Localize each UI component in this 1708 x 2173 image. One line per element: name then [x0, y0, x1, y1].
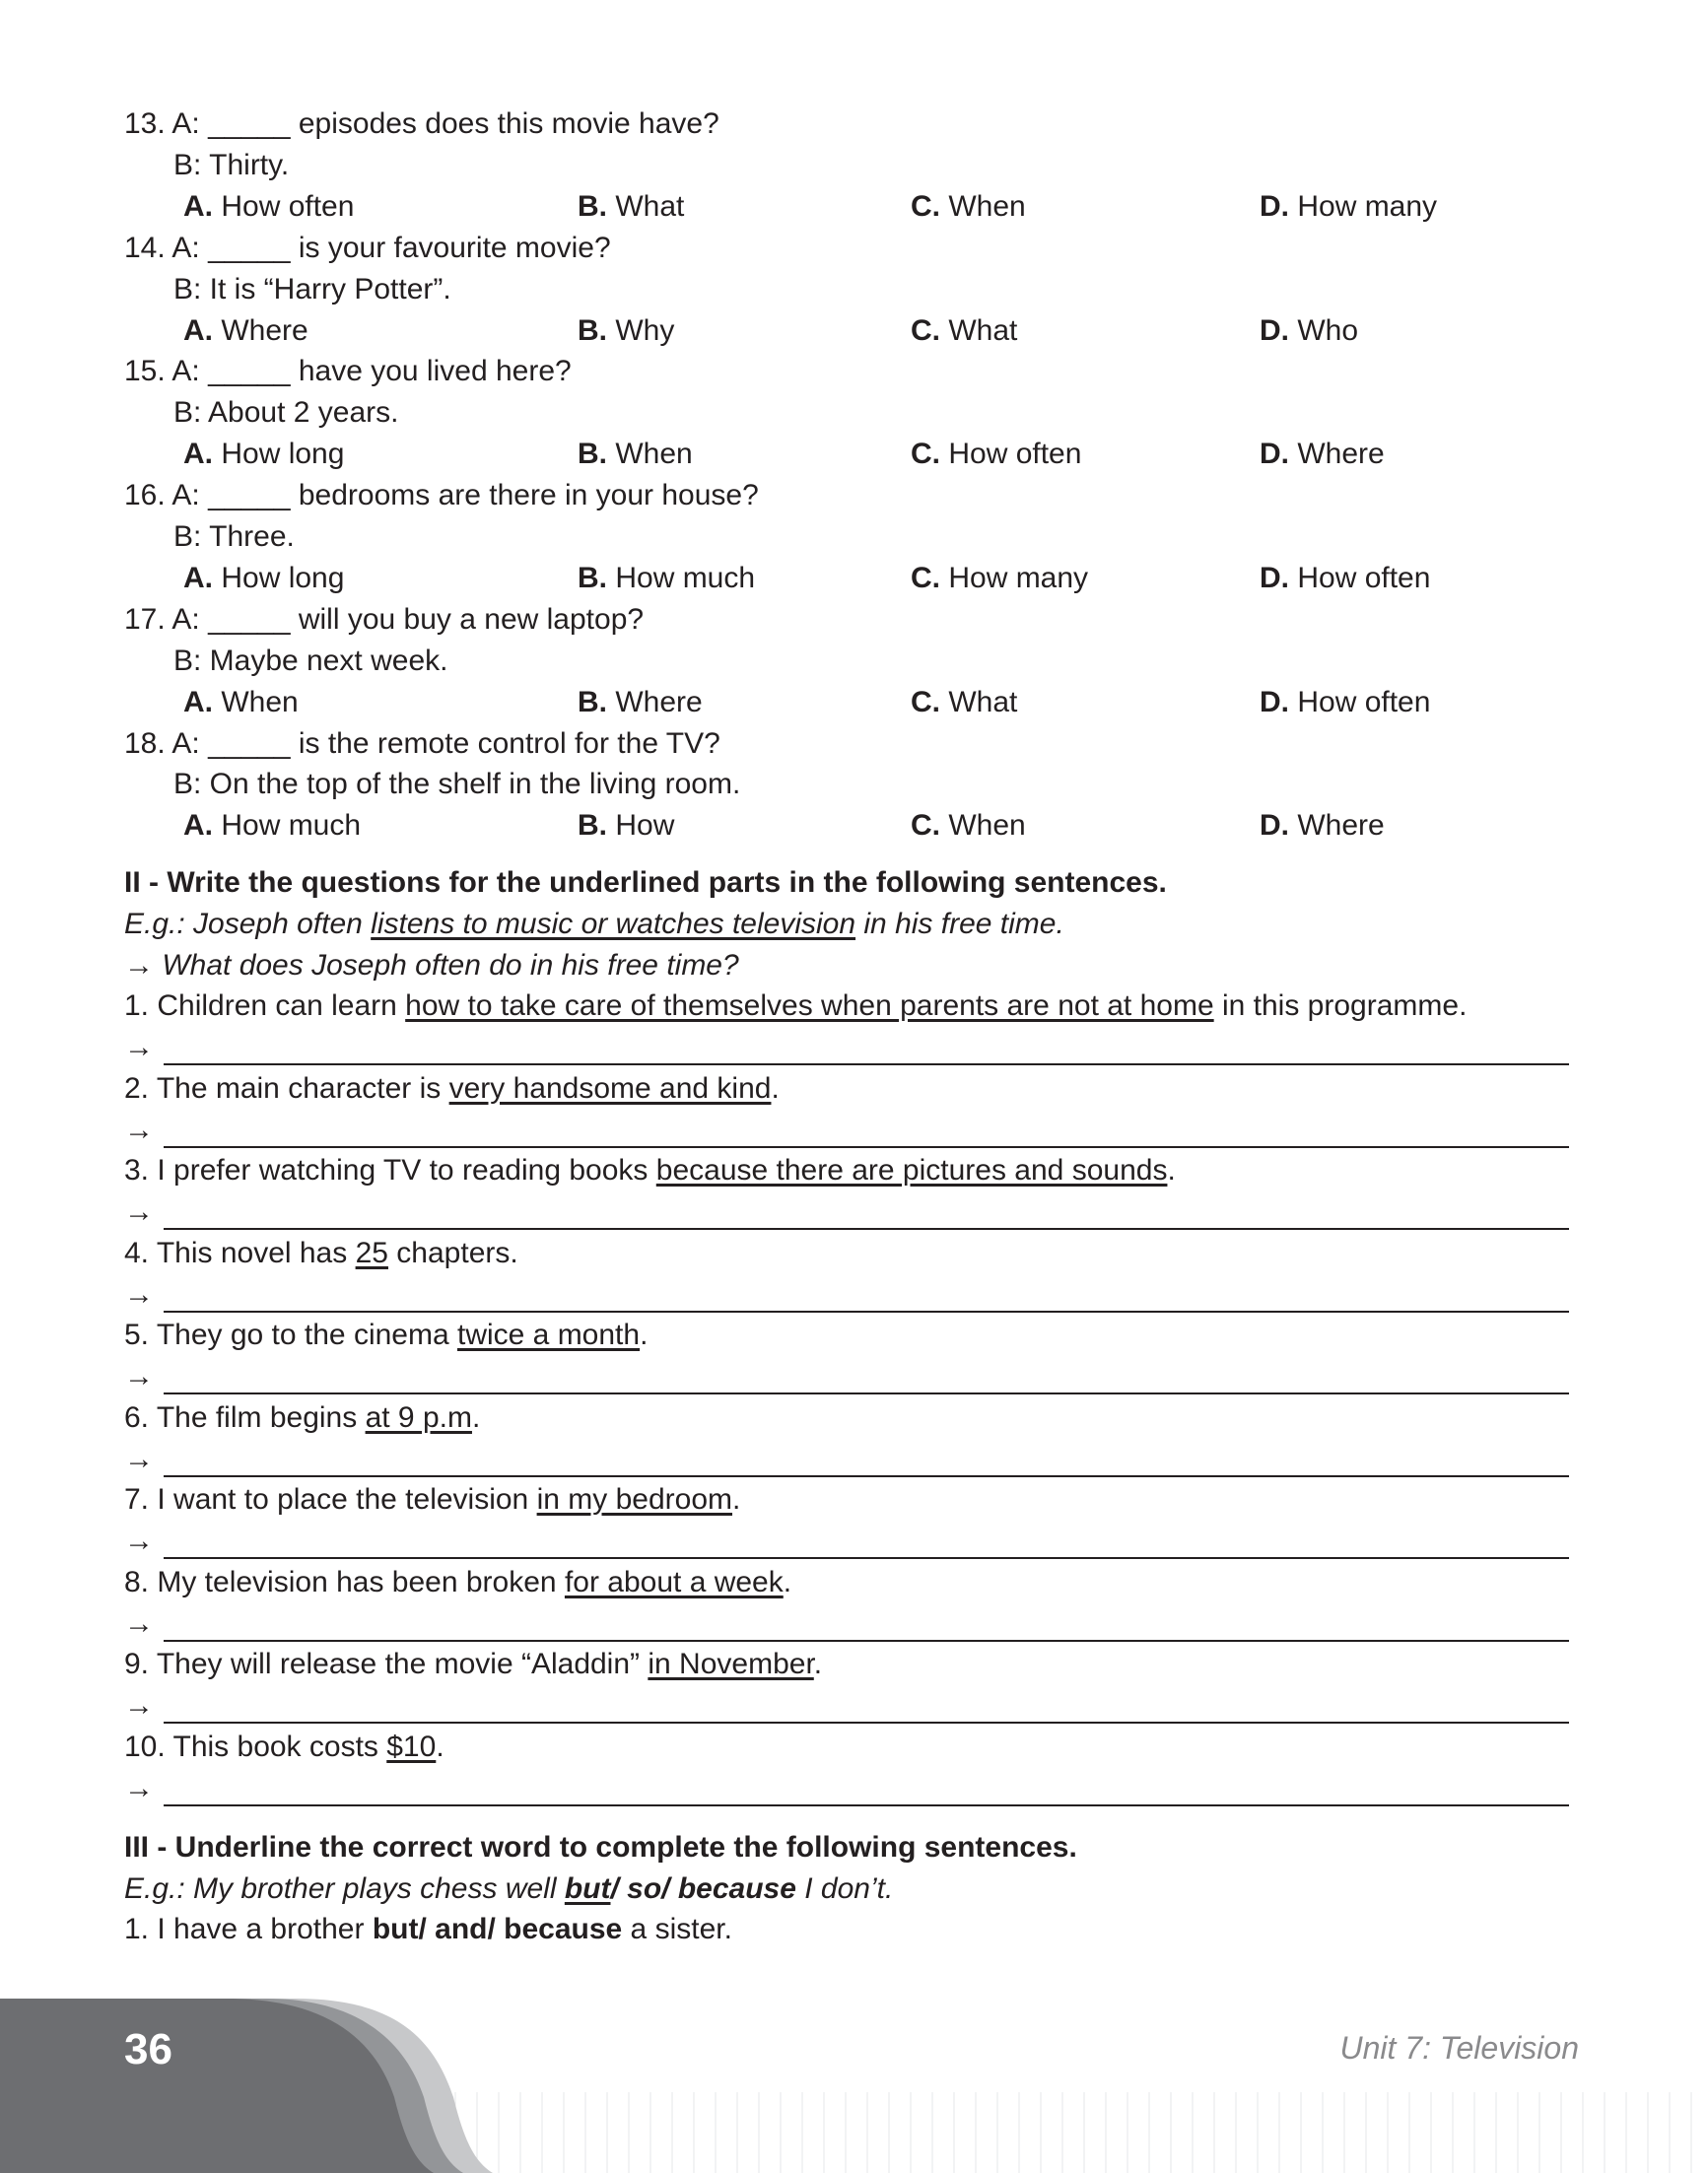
arrow-icon: → [124, 1031, 154, 1063]
underlined-part: how to take care of themselves when parents are not at home [405, 989, 1214, 1022]
arrow-icon: → [124, 1525, 154, 1557]
example-choices: / so/ because [610, 1872, 796, 1905]
option-letter: B. [578, 313, 607, 347]
text: 1. Children can learn [124, 989, 406, 1022]
option-text: When [615, 438, 693, 471]
answer-field[interactable] [124, 1688, 1569, 1724]
option-text: When [948, 189, 1026, 223]
option-letter: D. [1260, 561, 1289, 594]
answer-field[interactable] [124, 1771, 1569, 1806]
option-letter: C. [911, 561, 940, 594]
answer-field[interactable] [124, 1359, 1569, 1394]
arrow-icon: → [124, 1277, 154, 1311]
answer-field[interactable] [124, 1194, 1569, 1230]
option-b[interactable] [578, 685, 703, 720]
option-b[interactable] [578, 189, 684, 225]
answer-line: B: Three. [173, 520, 295, 553]
arrow-icon: → [124, 1113, 154, 1146]
example-correct-word: but [564, 1872, 611, 1905]
option-letter: A. [183, 438, 213, 471]
text: 4. This novel has [124, 1236, 356, 1269]
option-letter: B. [578, 438, 607, 471]
option-c[interactable] [911, 808, 1026, 844]
arrow-icon: → [124, 1606, 154, 1640]
option-letter: C. [911, 313, 940, 347]
option-letter: D. [1260, 189, 1289, 223]
section-2-example-answer: → What does Joseph often do in his free time? [124, 949, 739, 982]
option-text: How many [948, 561, 1089, 594]
answer-line: B: About 2 years. [173, 396, 399, 430]
text: in this programme. [1213, 989, 1468, 1022]
question-prompt [124, 726, 720, 762]
question-number: 13. [124, 107, 166, 140]
text: . [813, 1648, 823, 1680]
sentence-item [124, 1482, 740, 1518]
text: . [436, 1730, 444, 1763]
footer-stripes [434, 2092, 1691, 2173]
answer-line: B: Maybe next week. [173, 644, 448, 677]
sentence-item [124, 1730, 444, 1765]
answer-rule [164, 1311, 1569, 1313]
option-text: When [221, 685, 299, 718]
answer-rule [164, 1557, 1569, 1559]
option-letter: A. [183, 189, 213, 223]
option-c[interactable] [911, 685, 1017, 720]
option-letter: B. [578, 809, 607, 843]
option-b[interactable] [578, 313, 674, 349]
sentence-item [124, 1565, 791, 1600]
answer-rule [164, 1146, 1569, 1148]
option-letter: C. [911, 438, 940, 471]
arrow-icon: → [124, 1195, 154, 1228]
option-d[interactable] [1260, 561, 1430, 596]
answer-rule [164, 1722, 1569, 1724]
option-c[interactable] [911, 561, 1088, 596]
question-prompt [124, 106, 719, 142]
page-number: 36 [124, 2025, 172, 2073]
option-a[interactable] [183, 561, 344, 596]
option-text: Where [1297, 809, 1385, 843]
question-text: A: _____ episodes does this movie have? [171, 107, 719, 140]
underlined-part: at 9 p.m [365, 1400, 472, 1434]
answer-rule [164, 1063, 1569, 1065]
underlined-part: in my bedroom [536, 1483, 733, 1516]
question-number: 16. [124, 479, 166, 512]
text: E.g.: My brother plays chess well [124, 1872, 565, 1905]
option-text: How [615, 809, 675, 843]
text: chapters. [387, 1236, 518, 1269]
option-text: What [948, 313, 1018, 347]
answer-rule [164, 1804, 1569, 1806]
underlined-part: listens to music or watches television [371, 908, 856, 940]
option-letter: D. [1260, 809, 1289, 843]
text: . [471, 1400, 481, 1434]
section-2-example [124, 907, 1064, 942]
option-text: How long [221, 561, 345, 594]
answer-field[interactable] [124, 1030, 1569, 1065]
text: 3. I prefer watching TV to reading books [124, 1154, 656, 1187]
question-prompt [124, 231, 611, 266]
option-b[interactable] [578, 561, 755, 596]
question-number: 17. [124, 602, 166, 636]
option-d[interactable] [1260, 313, 1358, 349]
option-letter: D. [1260, 313, 1289, 347]
underlined-part: $10 [386, 1730, 437, 1763]
sentence-item [124, 988, 1467, 1024]
section-3-example [124, 1871, 893, 1907]
sentence-item [124, 1236, 518, 1271]
option-letter: D. [1260, 438, 1289, 471]
underlined-part: twice a month [456, 1319, 641, 1351]
answer-field[interactable] [124, 1524, 1569, 1559]
option-c[interactable] [911, 313, 1017, 349]
question-text: A: _____ have you lived here? [171, 355, 572, 388]
answer-rule [164, 1640, 1569, 1642]
option-b[interactable] [578, 808, 674, 844]
option-text: How long [221, 438, 345, 471]
option-text: Who [1297, 313, 1359, 347]
answer-line: B: Thirty. [173, 148, 290, 181]
text: 9. They will release the movie “Aladdin” [124, 1648, 649, 1680]
sentence-item [124, 1647, 822, 1682]
option-text: Why [615, 313, 675, 347]
arrow-icon: → [124, 1442, 154, 1475]
question-text: A: _____ will you buy a new laptop? [171, 602, 645, 636]
option-c[interactable] [911, 189, 1026, 225]
option-a[interactable] [183, 685, 299, 720]
footer-band [0, 1999, 1708, 2173]
option-text: How much [221, 809, 362, 843]
text: . [1167, 1154, 1176, 1187]
arrow-icon: → [124, 1771, 154, 1804]
text: 1. I have a brother [124, 1913, 373, 1945]
answer-rule [164, 1475, 1569, 1477]
answer-line: B: On the top of the shelf in the living room. [173, 768, 741, 801]
underlined-part: because there are pictures and sounds [655, 1154, 1168, 1187]
option-text: What [948, 685, 1018, 718]
answer-field[interactable] [124, 1113, 1569, 1148]
text: . [771, 1071, 780, 1105]
option-letter: C. [911, 809, 940, 843]
option-letter: A. [183, 809, 213, 843]
option-a[interactable] [183, 808, 361, 844]
option-d[interactable] [1260, 437, 1385, 472]
option-letter: B. [578, 561, 607, 594]
option-a[interactable] [183, 313, 308, 349]
option-text: Where [221, 313, 308, 347]
unit-title: Unit 7: Television [1339, 2030, 1579, 2066]
sentence-item [124, 1153, 1176, 1188]
question-text: A: _____ is the remote control for the TV? [171, 726, 720, 760]
question-text: A: _____ bedrooms are there in your house? [171, 479, 759, 512]
option-letter: A. [183, 313, 213, 347]
section-3-item-1 [124, 1912, 732, 1947]
question-prompt [124, 602, 644, 638]
option-text: What [615, 189, 685, 223]
option-d[interactable] [1260, 685, 1430, 720]
answer-rule [164, 1392, 1569, 1394]
option-text: Where [1297, 438, 1385, 471]
option-d[interactable] [1260, 808, 1385, 844]
underlined-part: for about a week [564, 1565, 784, 1598]
option-a[interactable] [183, 189, 354, 225]
sentence-item [124, 1400, 480, 1436]
option-text: When [948, 809, 1026, 843]
text: in his free time. [855, 908, 1064, 940]
option-text: How many [1297, 189, 1438, 223]
question-number: 15. [124, 355, 166, 388]
option-text: How often [221, 189, 355, 223]
option-text: Where [615, 685, 703, 718]
option-a[interactable] [183, 437, 344, 472]
text: 8. My television has been broken [124, 1565, 565, 1598]
arrow-icon: → [124, 1689, 154, 1722]
option-letter: B. [578, 685, 607, 718]
answer-line: B: It is “Harry Potter”. [173, 272, 451, 306]
option-text: How often [1297, 685, 1431, 718]
option-letter: C. [911, 685, 940, 718]
option-letter: D. [1260, 685, 1289, 718]
text: . [732, 1483, 741, 1516]
question-text: A: _____ is your favourite movie? [171, 231, 611, 264]
text: 7. I want to place the television [124, 1483, 537, 1516]
answer-field[interactable] [124, 1277, 1569, 1313]
text: 5. They go to the cinema [124, 1319, 457, 1351]
option-d[interactable] [1260, 189, 1437, 225]
question-prompt [124, 478, 759, 513]
text: 2. The main character is [124, 1071, 449, 1105]
option-text: How much [615, 561, 756, 594]
sentence-item [124, 1318, 648, 1353]
text: E.g.: Joseph often [124, 908, 372, 940]
text: 6. The film begins [124, 1400, 366, 1434]
section-2-heading: II - Write the questions for the underlined parts in the following sentences. [124, 866, 1167, 899]
option-letter: B. [578, 189, 607, 223]
option-letter: C. [911, 189, 940, 223]
text: I don’t. [795, 1872, 894, 1905]
section-3-heading: III - Underline the correct word to complete the following sentences. [124, 1831, 1077, 1864]
option-text: How often [948, 438, 1082, 471]
option-c[interactable] [911, 437, 1081, 472]
answer-field[interactable] [124, 1606, 1569, 1642]
arrow-icon: → [124, 1360, 154, 1392]
text: . [640, 1319, 649, 1351]
text: 10. This book costs [124, 1730, 387, 1763]
answer-field[interactable] [124, 1442, 1569, 1477]
option-text: How often [1297, 561, 1431, 594]
option-letter: A. [183, 685, 213, 718]
question-prompt [124, 354, 572, 389]
underlined-part: very handsome and kind [448, 1071, 772, 1105]
answer-rule [164, 1228, 1569, 1230]
text: a sister. [622, 1913, 732, 1945]
underlined-part: 25 [355, 1236, 388, 1269]
underlined-part: in November [648, 1648, 814, 1680]
option-letter: A. [183, 561, 213, 594]
option-b[interactable] [578, 437, 693, 472]
sentence-item [124, 1071, 780, 1107]
question-number: 14. [124, 231, 166, 264]
text: . [783, 1565, 792, 1598]
word-choices[interactable]: but/ and/ because [372, 1913, 623, 1945]
question-number: 18. [124, 726, 166, 760]
